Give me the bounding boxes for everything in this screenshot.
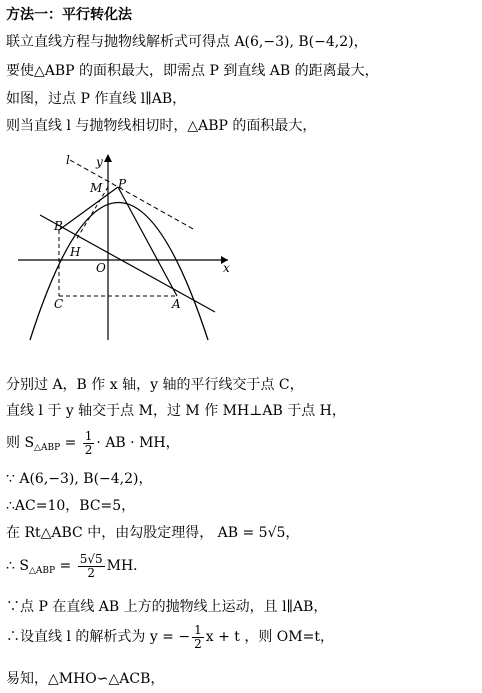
fraction-half: $\frac{1}{2}$	[84, 428, 93, 457]
y-axis-arrow	[104, 154, 112, 162]
label-M: M	[90, 181, 103, 195]
label-O: O	[96, 261, 106, 275]
text-line-8: ∵ A(6,−3), B(−4,2)，	[6, 471, 153, 487]
label-x: x	[223, 261, 230, 275]
area-formula-pre: 则 S	[6, 435, 35, 451]
text-line-12: ∵点 P 在直线 AB 上方的抛物线上运动，且 l∥AB，	[6, 599, 328, 615]
area-formula2-eq: =	[55, 558, 76, 574]
text-line-9: ∴AC=10，BC=5，	[6, 498, 136, 514]
area-formula-line-2	[6, 551, 147, 586]
area-formula2-sub: △ABP	[28, 566, 56, 576]
text-line-1: 联立直线方程与抛物线解析式可得点 A(6,−3), B(−4,2)，	[6, 34, 368, 50]
text-line-3: 如图，过点 P 作直线 l∥AB，	[6, 91, 187, 107]
area-formula2-pre: ∴ S	[6, 558, 29, 574]
segment-PB	[59, 187, 118, 230]
text-line-6: 直线 l 于 y 轴交于点 M，过 M 作 MH⊥AB 于点 H，	[6, 403, 346, 419]
fraction-5root5-over-2: $\frac{5√5}{2}$	[79, 551, 103, 580]
area-formula-line	[6, 428, 180, 463]
label-C: C	[54, 297, 64, 311]
parabola-figure	[10, 150, 240, 345]
label-l: l	[66, 153, 70, 167]
area-formula-post: · AB · MH，	[96, 435, 180, 451]
area-formula-sub: △ABP	[34, 443, 61, 453]
method-title: 方法一：平行转化法	[6, 7, 132, 23]
text-line-14: 易知，△MHO∽△ACB，	[6, 671, 165, 687]
text-line-2: 要使△ABP 的面积最大，即需点 P 到直线 AB 的距离最大，	[6, 63, 379, 79]
area-formula-eq: =	[60, 435, 81, 451]
fraction-neg-half: $\frac{1}{2}$	[194, 622, 202, 651]
line-l-eq-post: x + t ，则 OM=t，	[205, 629, 334, 645]
line-AB	[40, 215, 215, 312]
label-B: B	[54, 219, 63, 233]
label-A: A	[172, 297, 181, 311]
label-H: H	[70, 245, 81, 259]
label-P: P	[118, 177, 127, 191]
area-formula2-post: MH．	[106, 558, 148, 574]
label-y: y	[96, 155, 103, 169]
text-line-5: 分别过 A，B 作 x 轴，y 轴的平行线交于点 C，	[6, 377, 304, 393]
line-l-eq-pre: ∴设直线 l 的解析式为 y = −	[6, 629, 191, 645]
text-line-10: 在 Rt△ABC 中，由勾股定理得， AB = 5√5，	[6, 525, 300, 541]
line-l-equation	[6, 622, 334, 652]
text-line-4: 则当直线 l 与抛物线相切时，△ABP 的面积最大，	[6, 118, 317, 134]
